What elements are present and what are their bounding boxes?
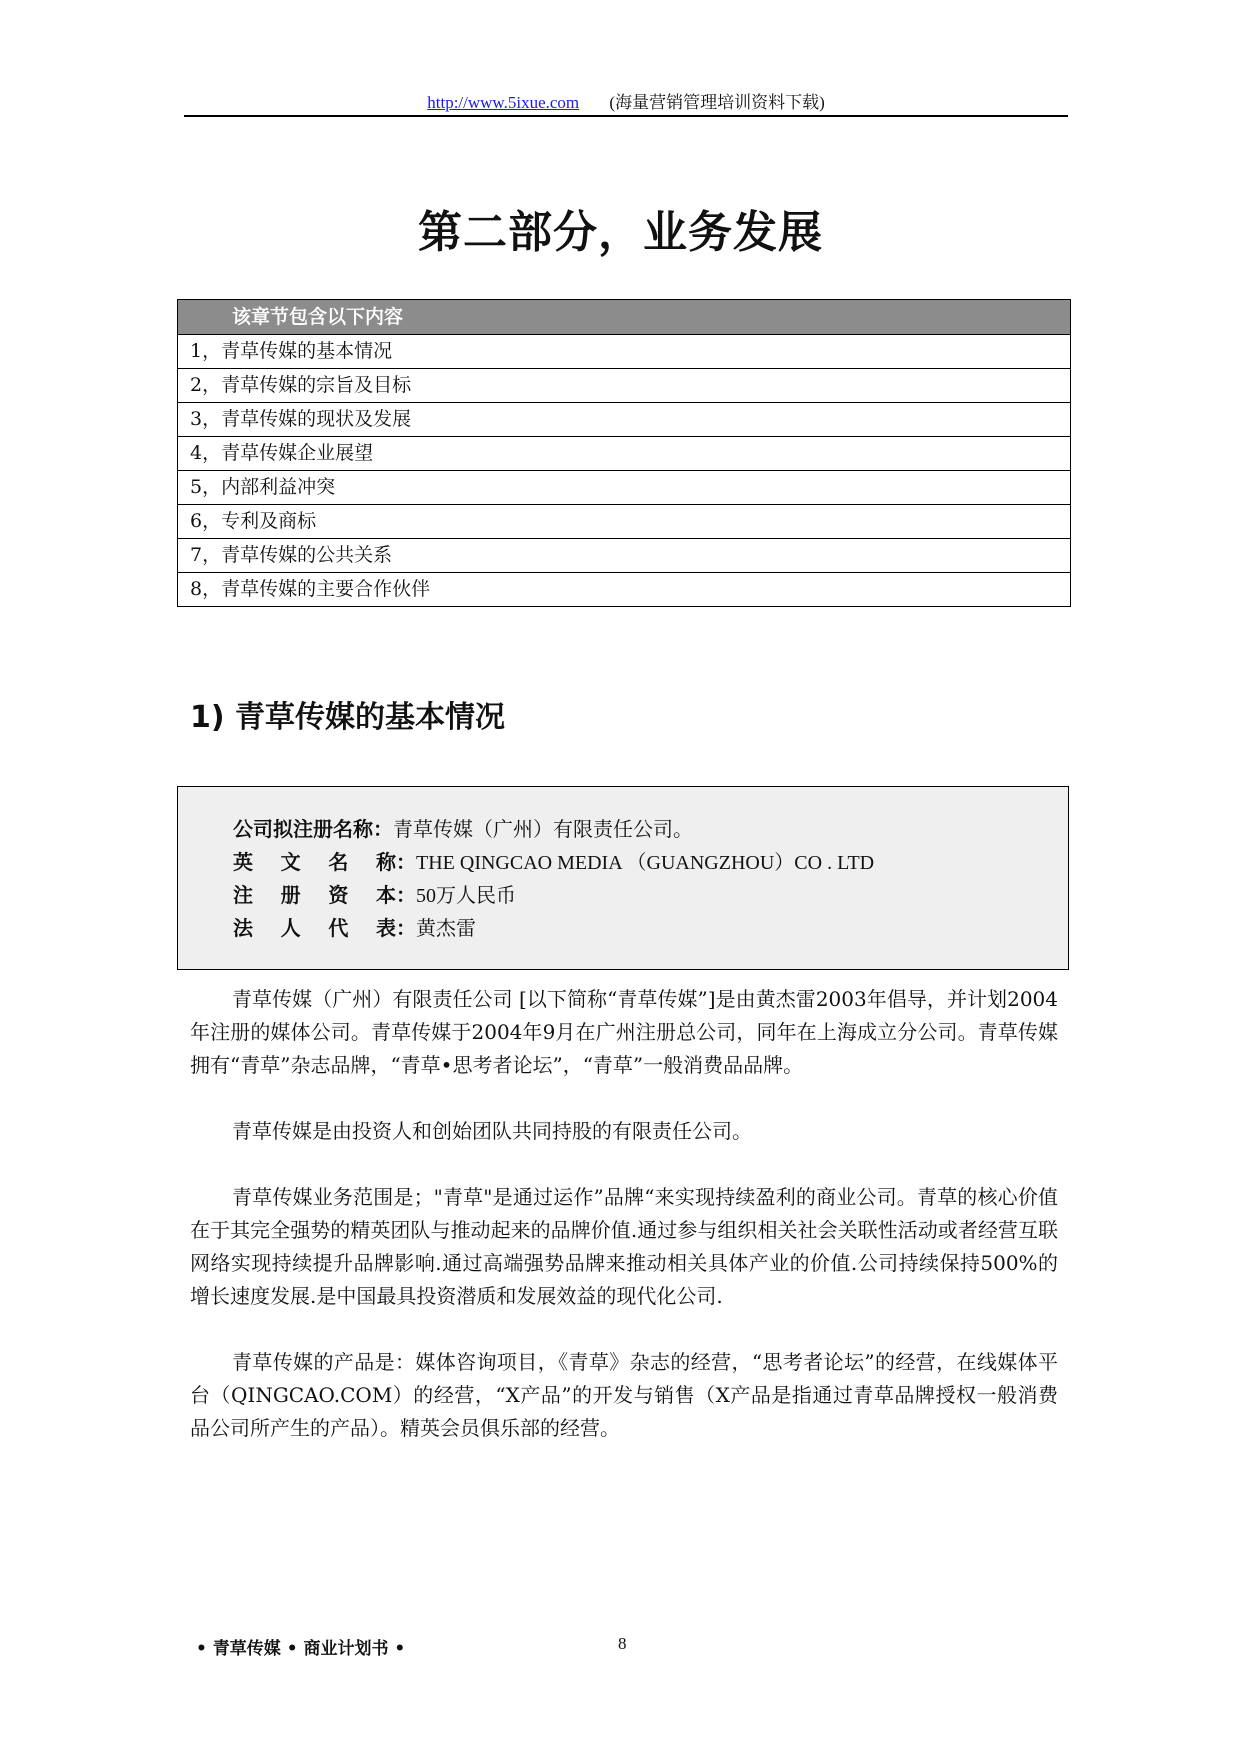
label-char: 本 xyxy=(375,883,396,907)
legal-rep-label xyxy=(233,913,396,943)
company-name-label: 公司拟注册名称： xyxy=(233,817,393,841)
label-char: 注 xyxy=(233,883,253,907)
page-number: 8 xyxy=(618,1634,627,1653)
section-heading: 1) 青草传媒的基本情况 xyxy=(190,700,506,735)
label-colon: ： xyxy=(396,850,416,874)
toc-heading: 该章节包含以下内容 xyxy=(178,300,1070,335)
body-paragraph: 青草传媒（广州）有限责任公司 [以下简称“青草传媒”]是由黄杰雷2003年倡导，并计划2004年注册的媒体公司。青草传媒于2004年9月在广州注册总公司，同年在上海成立分公司。青草传媒拥有“青草”杂志品牌，“青草•思考者论坛”，“青草”一般消费品品牌。 xyxy=(190,987,1058,1077)
label-char: 表 xyxy=(375,916,396,940)
legal-rep-value: 黄杰雷 xyxy=(416,918,476,940)
label-char: 法 xyxy=(233,916,253,940)
label-char: 人 xyxy=(280,916,301,940)
company-name-value: 青草传媒（广州）有限责任公司。 xyxy=(393,819,693,841)
toc-item: 4，青草传媒企业展望 xyxy=(178,437,1070,471)
label-char: 代 xyxy=(328,916,349,940)
body-paragraph: 青草传媒的产品是：媒体咨询项目，《青草》杂志的经营，“思考者论坛”的经营，在线媒体平台（QINGCAO.COM）的经营，“X产品”的开发与销售（X产品是指通过青草品牌授权一般消费品公司所产生的产品）。精英会员俱乐部的经营。 xyxy=(190,1350,1058,1440)
footer-doc-title: • 青草传媒 • 商业计划书 • xyxy=(196,1639,406,1659)
body-paragraph: 青草传媒业务范围是；"青草"是通过运作”品牌“来实现持续盈利的商业公司。青草的核心价值在于其完全强势的精英团队与推动起来的品牌价值.通过参与组织相关社会关联性活动或者经营互联网络实现持续提升品牌影响.通过高端强势品牌来推动相关具体产业的价值.公司持续保持500%的增长速度发展.是中国最具投资潜质和发展效益的现代化公司. xyxy=(190,1185,1058,1308)
toc-item: 5，内部利益冲突 xyxy=(178,471,1070,505)
body-paragraph: 青草传媒是由投资人和创始团队共同持股的有限责任公司。 xyxy=(232,1119,752,1143)
toc-item: 8，青草传媒的主要合作伙伴 xyxy=(190,578,431,600)
capital-line xyxy=(233,880,516,910)
page-header xyxy=(184,88,1068,113)
header-link[interactable]: http://www.5ixue.com xyxy=(427,93,580,112)
label-char: 英 xyxy=(233,850,253,874)
label-char: 名 xyxy=(328,850,349,874)
toc-item: 2，青草传媒的宗旨及目标 xyxy=(178,369,1070,403)
label-colon: ： xyxy=(396,883,416,907)
company-name-line xyxy=(233,814,693,844)
capital-label xyxy=(233,880,396,910)
page-title: 第二部分，业务发展 xyxy=(418,207,823,258)
english-name-line xyxy=(233,847,874,877)
header-note: (海量营销管理培训资料下载) xyxy=(609,93,825,112)
english-name-value: THE QINGCAO MEDIA （GUANGZHOU）CO . LTD xyxy=(416,852,875,874)
capital-value: 50万人民币 xyxy=(416,885,516,907)
label-char: 称 xyxy=(375,850,396,874)
legal-rep-line xyxy=(233,913,476,943)
label-colon: ： xyxy=(396,916,416,940)
toc-item: 3，青草传媒的现状及发展 xyxy=(178,403,1070,437)
company-info-box xyxy=(177,786,1069,970)
label-char: 资 xyxy=(328,883,349,907)
toc-item: 6，专利及商标 xyxy=(178,505,1070,539)
toc-item: 1，青草传媒的基本情况 xyxy=(178,335,1070,369)
toc-table xyxy=(177,299,1071,607)
label-char: 文 xyxy=(280,850,301,874)
label-char: 册 xyxy=(280,883,301,907)
english-name-label xyxy=(233,847,396,877)
toc-item: 7，青草传媒的公共关系 xyxy=(178,539,1070,573)
header-rule xyxy=(184,115,1068,117)
